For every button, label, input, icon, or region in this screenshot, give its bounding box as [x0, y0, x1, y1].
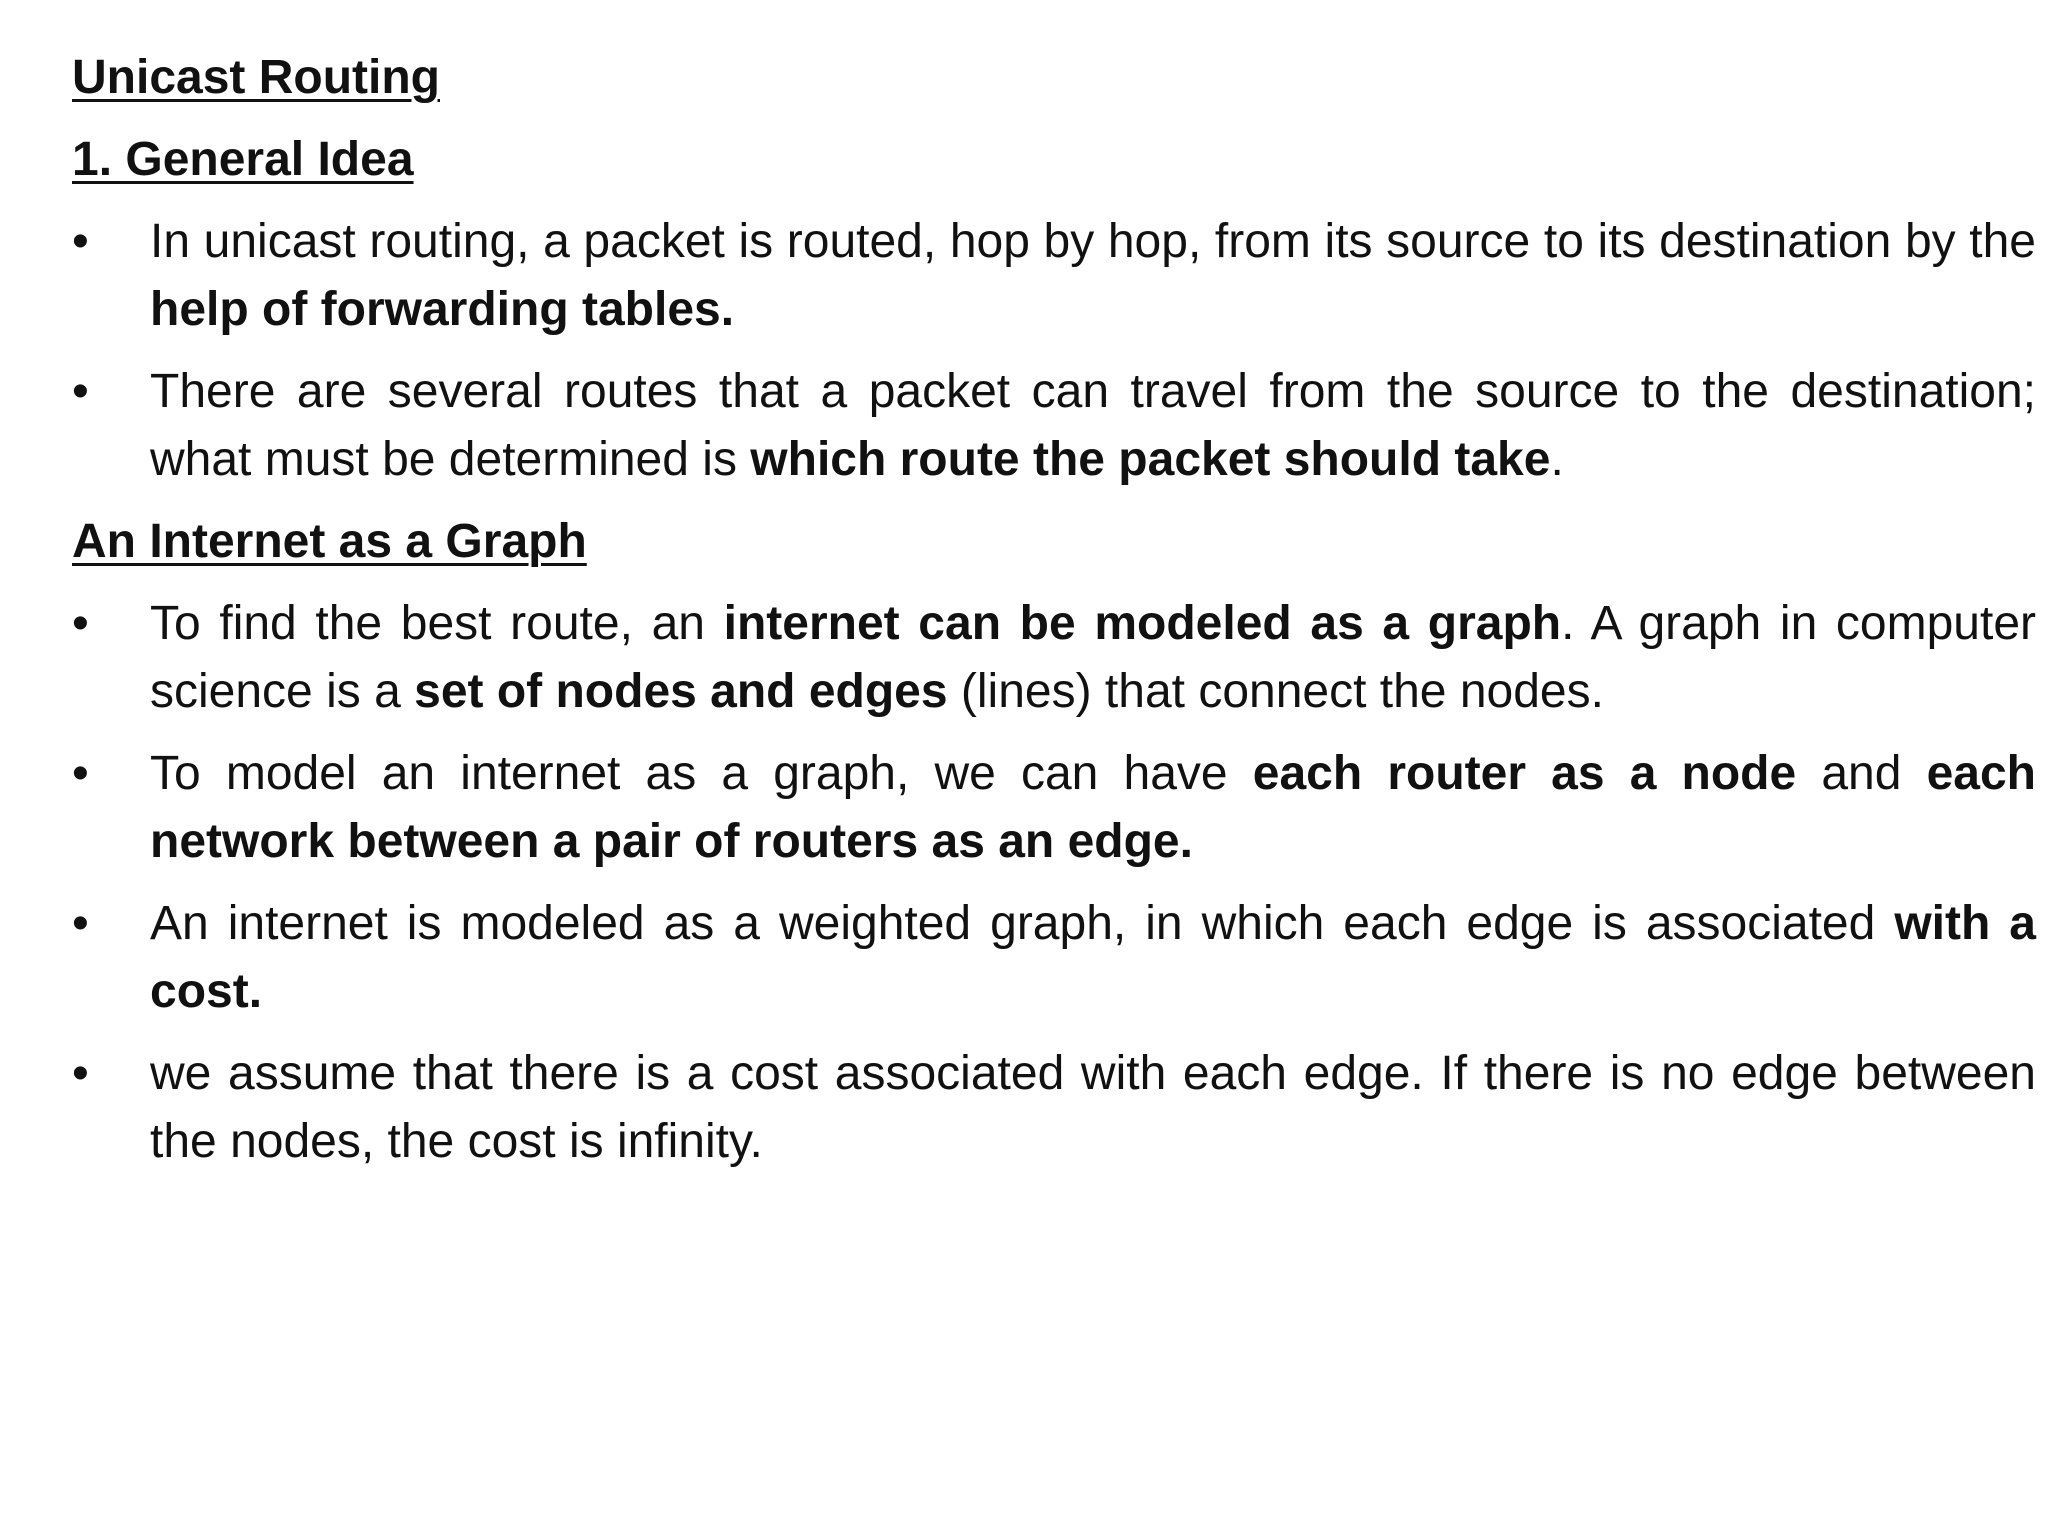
bullet-text: In unicast routing, a packet is routed, hop by hop, from its source to its destination by the help of forwarding tables.: [150, 215, 2036, 336]
bold-emphasis: each network between a pair of routers as an edge.: [150, 747, 2036, 868]
bullet-item: [72, 1040, 2036, 1176]
internet-graph-bullets: [72, 590, 2036, 1176]
bullet-icon: •: [72, 747, 89, 800]
bullet-item: [72, 590, 2036, 726]
bullet-text: we assume that there is a cost associated with each edge. If there is no edge between the nodes, the cost is infinity.: [150, 1047, 2036, 1168]
bullet-text: There are several routes that a packet can travel from the source to the destination; what must be determined is which route the packet should take.: [150, 365, 2036, 486]
section-heading-general-idea: 1. General Idea: [72, 133, 414, 186]
bullet-item: [72, 208, 2036, 344]
bullet-text: To find the best route, an internet can be modeled as a graph. A graph in computer science is a set of nodes and edges (lines) that connect the nodes.: [150, 597, 2037, 718]
bullet-item: [72, 740, 2036, 876]
section-heading-internet-graph: An Internet as a Graph: [72, 515, 587, 568]
bold-emphasis: with a cost.: [150, 897, 2036, 1018]
bullet-icon: •: [72, 597, 89, 650]
slide-content: [72, 44, 2036, 1190]
general-idea-bullets: [72, 208, 2036, 494]
bullet-item: [72, 358, 2036, 494]
bullet-icon: •: [72, 215, 89, 268]
bullet-icon: •: [72, 1047, 89, 1100]
bold-emphasis: which route the packet should take: [750, 433, 1551, 486]
slide-title: Unicast Routing: [72, 51, 440, 104]
bullet-text: To model an internet as a graph, we can have each router as a node and each network between a pair of routers as an edge.: [150, 747, 2036, 868]
bullet-icon: •: [72, 897, 89, 950]
bold-emphasis: internet can be modeled as a graph: [723, 597, 1562, 650]
bold-emphasis: each router as a node: [1252, 747, 1797, 800]
bullet-icon: •: [72, 365, 89, 418]
bullet-item: [72, 890, 2036, 1026]
bullet-text: An internet is modeled as a weighted graph, in which each edge is associated with a cost.: [150, 897, 2036, 1018]
bold-emphasis: set of nodes and edges: [414, 665, 948, 718]
bold-emphasis: help of forwarding tables.: [150, 283, 735, 336]
